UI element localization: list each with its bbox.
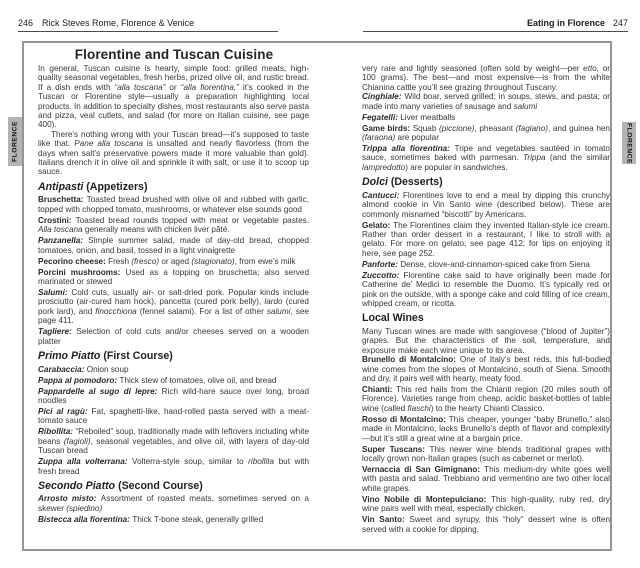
left-page-number: 246 xyxy=(18,18,34,28)
entry-text: Thick stew of tomatoes, olive oil, and bread xyxy=(119,375,277,385)
entry-term: Pappa al pomodoro: xyxy=(38,375,120,385)
entry-term: Porcini mushrooms: xyxy=(38,267,126,277)
entry-text: Toasted bread brushed with olive oil and rubbed with garlic, topped with chopped tomato, mushrooms, or whatever else sounds good xyxy=(38,195,309,214)
entry-term: Bistecca alla fiorentina: xyxy=(38,514,133,524)
menu-entry xyxy=(362,124,610,143)
entry-text: Squab (piccione), pheasant (fagiano), and guinea hen (faraona) are popular xyxy=(362,123,610,143)
right-page-header xyxy=(363,18,628,32)
entry-text: Dense, clove-and-cinnamon-spiced cake from Siena xyxy=(400,259,590,269)
right-text-column xyxy=(362,64,610,536)
left-text-column xyxy=(38,64,309,526)
entry-text: Selection of cold cuts and/or cheeses served on a wooden platter xyxy=(38,327,309,346)
entry-term: Carabaccia: xyxy=(38,364,87,374)
entry-text: Toasted bread rounds topped with meat or vegetable pastes. Alla toscana generally means with chicken liver pâté. xyxy=(38,215,309,235)
entry-text: very rare and lightly seasoned (often sold by weight—per etto, or 100 grams). The best—and most expensive—is from the white Chianina cattle you’ll see grazing throughout Tuscany. xyxy=(362,64,610,92)
florence-chapter-tab-right: FLORENCE xyxy=(622,122,636,164)
entry-term: Rosso di Montalcino: xyxy=(362,414,449,424)
entry-text: Fresh (fresco) or aged (stagionato), from ewe’s milk xyxy=(108,256,296,266)
menu-entry xyxy=(38,268,309,287)
entry-text: This newer wine blends traditional grapes with locally grown non-Italian grapes (such as cabernet or merlot). xyxy=(362,444,610,463)
entry-term: Brunello di Montalcino: xyxy=(362,355,460,365)
menu-entry xyxy=(362,221,610,259)
heading-italian-part: Dolci xyxy=(362,176,391,189)
heading-italian-part: Primo Piatto xyxy=(38,350,104,363)
entry-text: Florentines love to end a meal by dipping this crunchy almond cookie in Vin Santo wine (described below). These are commonly misnamed “biscotti” by Americans. xyxy=(362,190,610,219)
heading-english-part: Local Wines xyxy=(362,312,424,325)
menu-entry xyxy=(362,113,610,122)
entry-term: Cinghiale: xyxy=(362,92,405,102)
menu-entry xyxy=(362,355,610,383)
entry-term: Vino Nobile di Montepulciano: xyxy=(362,494,491,504)
menu-entry xyxy=(362,260,610,269)
left-page-header xyxy=(18,18,278,32)
menu-entry xyxy=(362,465,610,493)
entry-text: Wild boar, served grilled; in soups, stews, and pasta; or made into many varieties of sausage and salumi xyxy=(362,92,610,111)
menu-entry xyxy=(362,385,610,413)
entry-text: Simple summer salad, made of day-old bread, chopped tomatoes, onion, and basil, tossed in a light vinaigrette xyxy=(38,236,309,255)
menu-entry xyxy=(362,271,610,309)
menu-entry xyxy=(38,427,309,455)
entry-term: Fegatelli: xyxy=(362,112,401,122)
entry-term: Arrosto misto: xyxy=(38,494,101,504)
entry-term: Panzanella: xyxy=(38,236,89,246)
entry-term: Trippa alla fiorentina: xyxy=(362,144,455,154)
entry-text: This cheaper, younger “baby Brunello,” also made in Montalcino, lacks Brunello’s depth of flavor and complexity—but it’s still a great wine at a bargain price. xyxy=(362,414,610,443)
heading-italian-part: Secondo Piatto xyxy=(38,479,119,492)
entry-text: Thick T-bone steak, generally grilled xyxy=(132,514,264,524)
paragraph xyxy=(362,327,610,355)
book-title: Rick Steves Rome, Florence & Venice xyxy=(42,18,195,28)
box-title: Florentine and Tuscan Cuisine xyxy=(74,47,274,62)
right-page-number: 247 xyxy=(612,18,628,28)
entry-text: This high-quality, ruby red, dry wine pairs well with meat, especially chicken. xyxy=(362,494,610,514)
menu-entry xyxy=(362,144,610,172)
entry-term: Vernaccia di San Gimignano: xyxy=(362,464,485,474)
menu-entry xyxy=(38,257,309,266)
entry-text: Assortment of roasted meats, sometimes served on a skewer (spiedino) xyxy=(38,494,309,513)
entry-text: Tripe and vegetables sautéed in tomato sauce, sometimes baked with parmesan. Trippa (and the similar lampredotto) are popular in sandwiches. xyxy=(362,144,610,172)
menu-entry xyxy=(38,387,309,406)
menu-entry xyxy=(362,495,610,514)
heading-english-part: (Appetizers) xyxy=(86,180,148,193)
entry-text: “Reboiled” soup, traditionally made with leftovers including white beans (fagioli), seasonal vegetables, and olive oil, with layers of day-old Tuscan bread xyxy=(38,427,310,456)
heading-english-part: (Second Course) xyxy=(118,479,203,492)
entry-text: Volterra-style soup, similar to ribollita but with fresh bread xyxy=(38,457,309,476)
entry-text: The Florentines claim they invented Italian-style ice cream. Rather than order dessert in a restaurant, I like to stroll with a gelato. For more on gelato, see page 412; for tips on enjoying it here, see page 252. xyxy=(362,220,611,258)
florence-chapter-tab-left: FLORENCE xyxy=(8,117,22,166)
paragraph xyxy=(38,130,309,177)
entry-text: Cold cuts, usually air- or salt-dried pork. Popular kinds include prosciutto (air-cured ham hock), pancetta (cured pork belly), lardo (cured pork lard), and finocchiona (fennel salami). For a list of other salumi, see page 411. xyxy=(38,288,309,326)
section-title: Eating in Florence xyxy=(526,18,605,28)
entry-text: This medium-dry white goes well with pasta and salad. Trebbiano and vermentino are two other local white grapes. xyxy=(362,464,610,493)
entry-term: Game birds: xyxy=(362,123,413,133)
menu-entry xyxy=(362,515,610,534)
entry-text: This red hails from the Chianti region (20 miles south of Florence). Varieties range from cheap, acidic basket-bottles of table wine (called fiaschi) to the hearty Chianti Classico. xyxy=(362,384,611,413)
entry-term: Tagliere: xyxy=(38,327,77,337)
entry-term: Zuccotto: xyxy=(362,270,404,280)
entry-text: Sweet and syrupy, this “holy” dessert wine is often served with a cookie for dipping. xyxy=(362,515,611,534)
menu-entry xyxy=(38,216,309,235)
menu-entry xyxy=(38,457,309,476)
entry-text: Onion soup xyxy=(86,364,129,374)
heading-english-part: (Desserts) xyxy=(390,176,443,189)
entry-term: Ribollita: xyxy=(38,427,76,437)
section-heading xyxy=(38,182,309,194)
menu-entry xyxy=(38,494,309,513)
entry-text: Liver meatballs xyxy=(400,112,456,122)
entry-term: Vin Santo: xyxy=(362,515,410,525)
menu-entry xyxy=(38,327,309,346)
entry-term: Chianti: xyxy=(362,384,397,394)
entry-term: Cantucci: xyxy=(362,190,403,200)
menu-entry xyxy=(38,195,309,214)
entry-text: Used as a topping on bruschetta; also served marinated or stewed xyxy=(38,267,309,286)
menu-entry xyxy=(38,515,309,524)
entry-text: There’s nothing wrong with your Tuscan bread—it’s supposed to taste like that. Pane alla toscana is unsalted and nearly flavorless (from the days when salt’s preservative powers made it more valuable than gold). Italians drench it in olive oil and sprinkle it with salt, or use it to scoop up sauce. xyxy=(38,129,309,177)
heading-english-part: (First Course) xyxy=(103,350,173,363)
section-heading xyxy=(362,177,610,189)
cuisine-sidebar-box xyxy=(22,41,612,551)
menu-entry xyxy=(38,288,309,326)
entry-term: Pici al ragù: xyxy=(38,406,92,416)
entry-text: Florentine cake said to have originally been made for Catherine de’ Medici to resemble the Duomo. It’s typically red or pink on the outside, with a sponge cake and cold filling of ice cream, whipped cream, or ricotta. xyxy=(362,270,610,308)
section-heading xyxy=(362,313,610,325)
section-heading xyxy=(38,481,309,493)
menu-entry xyxy=(38,407,309,426)
entry-text: In general, Tuscan cuisine is hearty, simple food: grilled meats, high-quality seasonal vegetables, fresh herbs, prized olive oil, and rustic bread. If a dish ends with “alla toscana” or “alla fiorentina,” it’s cooked in the Tuscan or Florentine style—usually a preparation highlighting local products. In addition to specialty dishes, most restaurants also serve pasta and pizza, veal cutlets, and salad (for more on Italian cuisine, see page 400). xyxy=(38,64,309,130)
entry-term: Pappardelle al sugo di lepre: xyxy=(38,386,162,396)
menu-entry xyxy=(362,191,610,219)
paragraph xyxy=(362,64,610,92)
menu-entry xyxy=(38,236,309,255)
menu-entry xyxy=(38,376,309,385)
entry-term: Super Tuscans: xyxy=(362,444,430,454)
menu-entry xyxy=(362,415,610,443)
entry-term: Bruschetta: xyxy=(38,195,87,205)
entry-text: Many Tuscan wines are made with sangiovese (“blood of Jupiter”) grapes. But the characteristics of the soil, temperature, and exposure make each wine unique to its area. xyxy=(362,326,610,355)
paragraph xyxy=(38,64,309,130)
menu-entry xyxy=(362,92,610,111)
entry-text: Rich wild-hare sauce over long, broad noodles xyxy=(38,386,309,405)
section-heading xyxy=(38,351,309,363)
entry-term: Pecorino cheese: xyxy=(38,256,109,266)
menu-entry xyxy=(362,445,610,464)
entry-text: One of Italy’s best reds, this full-bodied wine comes from the slopes of Montalcino, south of Siena. Smooth and dry, it pairs well with hearty, meaty food. xyxy=(362,355,610,383)
entry-term: Panforte: xyxy=(362,259,401,269)
entry-term: Salumi: xyxy=(38,288,72,297)
heading-italian-part: Antipasti xyxy=(38,180,87,193)
entry-text: Fat, spaghetti-like, hand-rolled pasta served with a meat-tomato sauce xyxy=(38,406,310,426)
entry-term: Crostini: xyxy=(38,215,76,225)
menu-entry xyxy=(38,365,309,374)
entry-term: Zuppa alla volterrana: xyxy=(38,457,132,467)
entry-term: Gelato: xyxy=(362,220,394,230)
